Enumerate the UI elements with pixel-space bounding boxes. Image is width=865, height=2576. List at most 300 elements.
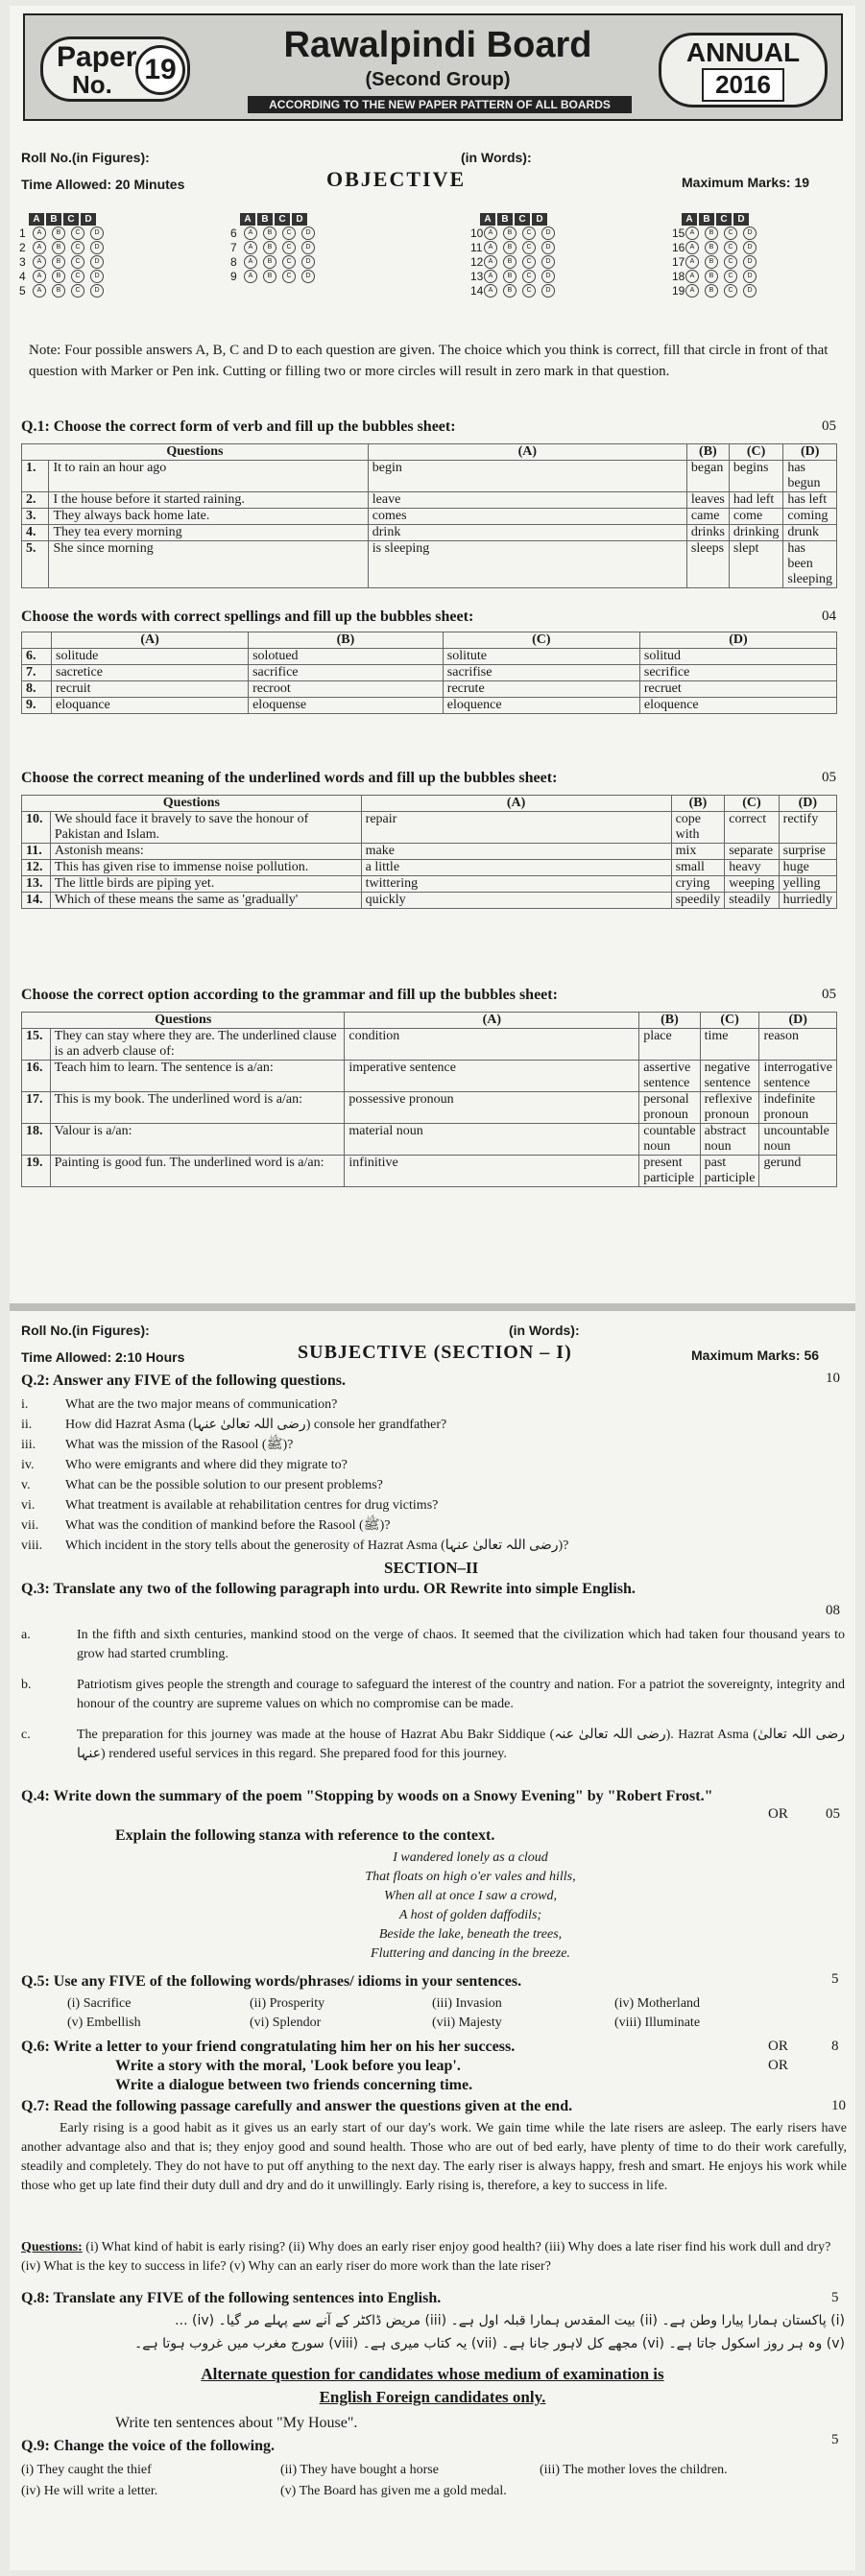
- table-cell: huge: [779, 860, 836, 876]
- sq2-item: [21, 1456, 348, 1475]
- table-cell: She since morning: [49, 541, 368, 588]
- answer-bubble[interactable]: B: [503, 270, 517, 283]
- table-cell: We should face it bravely to save the honour of Pakistan and Islam.: [50, 812, 361, 844]
- table-cell: twittering: [361, 876, 671, 893]
- answer-bubble[interactable]: B: [705, 255, 718, 269]
- sq4-alt: Explain the following stanza with reference to the context.: [115, 1827, 495, 1844]
- bubble-question-number: 9: [230, 269, 237, 283]
- table-cell: separate: [725, 844, 779, 860]
- bubble-question-number: 10: [470, 226, 484, 240]
- table-row: [22, 876, 837, 893]
- bubble-row: [19, 254, 109, 269]
- bubble-letter: B: [699, 213, 714, 226]
- bubble-row: [19, 226, 109, 240]
- answer-bubble[interactable]: D: [743, 227, 757, 240]
- answer-bubble[interactable]: B: [52, 255, 65, 269]
- table-header-row: [22, 796, 837, 812]
- answer-bubble[interactable]: C: [522, 270, 536, 283]
- sq7-passage: Early rising is a good habit as it gives us an early start of our day's work. We gain time while the late risers are asleep. The early risers have another advantage also and that is; they enjoy good and sound health. Those who are out of bed early, have plenty of time to do their work carefully, steadily and completely. They do not have to put off anything to the next day. The early riser is always happy, fresh and smart. He enjoys his work while those who get up late find their duty dull and dry and do it unwillingly. Early rising is, therefore, a key to success in life.: [21, 2121, 847, 2193]
- answer-bubble[interactable]: A: [33, 241, 46, 254]
- grammar-title: Choose the correct option according to the grammar and fill up the bubbles sheet:: [21, 987, 558, 1003]
- sq2-item: [21, 1476, 383, 1495]
- grammar-marks: 05: [822, 987, 836, 1002]
- answer-bubble[interactable]: A: [685, 284, 699, 298]
- item-text: What treatment is available at rehabilitation centres for drug victims?: [65, 1498, 439, 1513]
- answer-bubble[interactable]: B: [705, 227, 718, 240]
- sq9-marks: 5: [831, 2432, 839, 2447]
- answer-bubble[interactable]: D: [301, 270, 315, 283]
- table-header-cell: (C): [700, 1013, 759, 1029]
- answer-bubble[interactable]: D: [743, 284, 757, 298]
- bubble-letter: C: [515, 213, 530, 226]
- answer-bubble[interactable]: B: [503, 241, 517, 254]
- sq6-title: Q.6: Write a letter to your friend congratulating him her on his her success.: [21, 2039, 516, 2055]
- answer-bubble[interactable]: A: [244, 241, 257, 254]
- sq7-questions: [21, 2238, 847, 2277]
- answer-bubble[interactable]: B: [705, 241, 718, 254]
- table-cell: solitute: [443, 649, 639, 665]
- answer-bubble[interactable]: C: [724, 284, 737, 298]
- table-cell: come: [729, 509, 782, 525]
- sq2-marks: 10: [826, 1371, 840, 1386]
- table-header-cell: (D): [639, 632, 836, 649]
- table-cell: drinks: [686, 525, 729, 541]
- bubble-letter: B: [497, 213, 513, 226]
- sq7-question-text: (i) What kind of habit is early rising? (ii) Why does an early riser enjoy good health? (iii) Why does a late riser find his work dull and dry? (iv) What is the key to success in life? (v) Why can an early riser do more work than the late riser?: [21, 2240, 831, 2274]
- sq5-word: (v) Embellish: [67, 2015, 141, 2030]
- bubble-row: [470, 283, 561, 298]
- bubble-letter: A: [29, 213, 44, 226]
- bubble-question-number: 1: [19, 226, 26, 240]
- answer-bubble[interactable]: D: [301, 255, 315, 269]
- table-cell: Painting is good fun. The underlined word is a/an:: [50, 1156, 345, 1187]
- answer-bubble[interactable]: B: [705, 270, 718, 283]
- table-cell: heavy: [725, 860, 779, 876]
- sq2-item: [21, 1537, 568, 1556]
- table-cell: place: [639, 1029, 700, 1061]
- stanza-line: When all at once I saw a crowd,: [384, 1889, 557, 1903]
- answer-bubble[interactable]: D: [743, 270, 757, 283]
- answer-bubble[interactable]: A: [685, 227, 699, 240]
- sq5-word: (vi) Splendor: [250, 2015, 322, 2030]
- answer-bubble[interactable]: C: [724, 241, 737, 254]
- table-cell: This is my book. The underlined word is a/an:: [50, 1092, 345, 1124]
- answer-bubble[interactable]: A: [244, 255, 257, 269]
- answer-bubble[interactable]: D: [90, 270, 104, 283]
- group-label: (Second Group): [365, 69, 511, 90]
- table-cell: weeping: [725, 876, 779, 893]
- q1-marks: 05: [822, 418, 836, 434]
- sq9-item: (i) They caught the thief: [21, 2463, 152, 2477]
- bubble-letter: A: [480, 213, 495, 226]
- answer-bubble[interactable]: A: [484, 227, 497, 240]
- item-number: iv.: [21, 1458, 35, 1472]
- sq2-item: [21, 1436, 293, 1455]
- exam-page: [10, 6, 855, 2570]
- bubble-question-number: 19: [672, 283, 685, 298]
- paper-number: 19: [135, 45, 185, 95]
- table-row: [22, 893, 837, 909]
- table-cell: imperative sentence: [345, 1061, 639, 1092]
- q1-title: Q.1: Choose the correct form of verb and fill up the bubbles sheet:: [21, 418, 456, 435]
- answer-bubble[interactable]: A: [244, 270, 257, 283]
- answer-bubble[interactable]: A: [685, 255, 699, 269]
- table-cell: drink: [368, 525, 686, 541]
- sq4-marks: 05: [826, 1806, 840, 1822]
- answer-bubble[interactable]: C: [282, 255, 296, 269]
- item-number: v.: [21, 1478, 31, 1492]
- answer-bubble[interactable]: C: [71, 270, 84, 283]
- table-cell: 11.: [22, 844, 51, 860]
- answer-bubble[interactable]: C: [724, 270, 737, 283]
- table-row: [22, 461, 837, 492]
- item-text: What was the mission of the Rasool (ﷺ)?: [65, 1438, 294, 1452]
- bubble-letter: B: [46, 213, 61, 226]
- bubble-group: [230, 213, 321, 283]
- bubble-row: [19, 240, 109, 254]
- sq5-word: (ii) Prosperity: [250, 1996, 325, 2011]
- answer-bubble[interactable]: D: [90, 255, 104, 269]
- table-header-cell: (D): [759, 1013, 837, 1029]
- table-cell: 15.: [22, 1029, 51, 1061]
- table-cell: personal pronoun: [639, 1092, 700, 1124]
- table-cell: gerund: [759, 1156, 837, 1187]
- sq9-item: (iv) He will write a letter.: [21, 2484, 158, 2498]
- answer-bubble[interactable]: D: [301, 241, 315, 254]
- answer-bubble[interactable]: C: [282, 227, 296, 240]
- sq8-title: Q.8: Translate any FIVE of the following sentences into English.: [21, 2290, 442, 2306]
- bubble-question-number: 3: [19, 254, 26, 269]
- bubble-row: [470, 269, 561, 283]
- sq5-word: (iii) Invasion: [432, 1996, 502, 2011]
- answer-bubble[interactable]: C: [522, 227, 536, 240]
- table-cell: is sleeping: [368, 541, 686, 588]
- bubble-row: [230, 240, 321, 254]
- sq3-item-text: In the fifth and sixth centuries, mankind stood on the verge of chaos. It seemed that the civilization which had taken four thousand years to grow had started crumbling.: [77, 1628, 845, 1661]
- sq2-item: [21, 1496, 438, 1515]
- item-text: How did Hazrat Asma (رضی اللہ تعالیٰ عنہا) console her grandfather?: [65, 1418, 447, 1432]
- objective-title: OBJECTIVE: [326, 167, 467, 191]
- answer-bubble[interactable]: A: [33, 227, 46, 240]
- item-text: Which incident in the story tells about the generosity of Hazrat Asma (رضی اللہ تعالیٰ عنہا)?: [65, 1538, 569, 1553]
- item-number: vii.: [21, 1518, 39, 1533]
- sq2-title: Q.2: Answer any FIVE of the following questions.: [21, 1372, 346, 1389]
- spelling-title: Choose the words with correct spellings and fill up the bubbles sheet:: [21, 608, 474, 625]
- paper-number-badge: [40, 36, 190, 102]
- answer-bubble[interactable]: B: [503, 227, 517, 240]
- table-cell: eloquance: [52, 698, 249, 714]
- bubble-question-number: 7: [230, 240, 237, 254]
- stanza-line: Beside the lake, beneath the trees,: [378, 1927, 563, 1942]
- item-number: i.: [21, 1397, 29, 1412]
- table-header-cell: (D): [779, 796, 836, 812]
- table-row: [22, 525, 837, 541]
- answer-bubble[interactable]: A: [33, 284, 46, 298]
- answer-bubble[interactable]: D: [541, 284, 555, 298]
- table-cell: comes: [368, 509, 686, 525]
- bubble-row: [19, 269, 109, 283]
- table-cell: hurriedly: [779, 893, 836, 909]
- table-cell: drinking: [729, 525, 782, 541]
- sub-time-allowed: Time Allowed: 2:10 Hours: [21, 1349, 185, 1365]
- bubble-letter: D: [81, 213, 96, 226]
- table-cell: came: [686, 509, 729, 525]
- year-label: 2016: [702, 68, 784, 102]
- item-number: iii.: [21, 1438, 36, 1452]
- table-cell: 7.: [22, 665, 52, 681]
- answer-bubble[interactable]: C: [522, 241, 536, 254]
- annual-label: ANNUAL: [685, 37, 801, 67]
- table-row: [22, 1124, 837, 1156]
- answer-bubble[interactable]: A: [484, 284, 497, 298]
- table-cell: make: [361, 844, 671, 860]
- sq3-item-number: b.: [21, 1678, 32, 1692]
- bubble-header: [682, 213, 762, 226]
- bubble-letter: B: [257, 213, 273, 226]
- bubble-letter: C: [275, 213, 290, 226]
- meaning-title: Choose the correct meaning of the underlined words and fill up the bubbles sheet:: [21, 770, 558, 786]
- table-cell: steadily: [725, 893, 779, 909]
- bubble-question-number: 2: [19, 240, 26, 254]
- table-cell: crying: [671, 876, 725, 893]
- bubble-row: [470, 254, 561, 269]
- bubble-question-number: 16: [672, 240, 685, 254]
- table-cell: They tea every morning: [49, 525, 368, 541]
- table-header-cell: (C): [443, 632, 639, 649]
- answer-bubble[interactable]: D: [743, 241, 757, 254]
- table-cell: possessive pronoun: [345, 1092, 639, 1124]
- bubble-letter: A: [682, 213, 697, 226]
- table-cell: a little: [361, 860, 671, 876]
- sq2-item: [21, 1516, 390, 1536]
- table-cell: reason: [759, 1029, 837, 1061]
- answer-bubble[interactable]: A: [685, 241, 699, 254]
- answer-bubble[interactable]: C: [71, 241, 84, 254]
- answer-bubble[interactable]: B: [705, 284, 718, 298]
- answer-bubble[interactable]: C: [724, 255, 737, 269]
- bubble-row: [230, 254, 321, 269]
- sq5-word: (i) Sacrifice: [67, 1996, 132, 2011]
- table-cell: sacrifice: [249, 665, 444, 681]
- alt-title-2: English Foreign candidates only.: [319, 2388, 546, 2406]
- table-cell: correct: [725, 812, 779, 844]
- answer-bubble[interactable]: C: [282, 241, 296, 254]
- subjective-title: SUBJECTIVE (SECTION – I): [298, 1342, 572, 1363]
- sq8-marks: 5: [831, 2290, 839, 2305]
- table-header-cell: (D): [783, 444, 837, 461]
- table-cell: solitude: [52, 649, 249, 665]
- answer-bubble[interactable]: C: [282, 270, 296, 283]
- answer-bubble[interactable]: D: [541, 255, 555, 269]
- bubble-letter: D: [292, 213, 307, 226]
- table-row: [22, 681, 837, 698]
- sq7-title: Q.7: Read the following passage carefully and answer the questions given at the end.: [21, 2098, 573, 2114]
- bubble-group: [672, 213, 762, 298]
- table-cell: begin: [368, 461, 686, 492]
- bubble-row: [230, 269, 321, 283]
- sq4-title: Q.4: Write down the summary of the poem "Stopping by woods on a Snowy Evening" by "Robert Frost.": [21, 1788, 713, 1804]
- answer-bubble[interactable]: A: [685, 270, 699, 283]
- table-header-cell: (A): [368, 444, 686, 461]
- answer-bubble[interactable]: B: [263, 241, 276, 254]
- answer-bubble[interactable]: C: [71, 255, 84, 269]
- stanza-line: Fluttering and dancing in the breeze.: [371, 1946, 570, 1961]
- answer-bubble[interactable]: B: [52, 227, 65, 240]
- sq5-word: (vii) Majesty: [432, 2015, 502, 2030]
- bubble-header: [29, 213, 109, 226]
- table-cell: present participle: [639, 1156, 700, 1187]
- item-text: What can be the possible solution to our present problems?: [65, 1478, 383, 1492]
- table-header-row: [22, 632, 837, 649]
- answer-bubble[interactable]: B: [263, 270, 276, 283]
- answer-bubble[interactable]: B: [52, 241, 65, 254]
- table-row: [22, 860, 837, 876]
- table-cell: leaves: [686, 492, 729, 509]
- table-row: [22, 509, 837, 525]
- table-cell: recruet: [639, 681, 836, 698]
- table-cell: 12.: [22, 860, 51, 876]
- table-row: [22, 1092, 837, 1124]
- table-cell: eloquence: [639, 698, 836, 714]
- sq5-title: Q.5: Use any FIVE of the following words/phrases/ idioms in your sentences.: [21, 1973, 522, 1990]
- table-cell: small: [671, 860, 725, 876]
- table-cell: had left: [729, 492, 782, 509]
- instruction-note: Note: Four possible answers A, B, C and D to each question are given. The choice which you think is correct, fill that circle in front of that question with Marker or Pen ink. Cutting or filling two or more circles will result in zero mark in that question.: [29, 343, 829, 379]
- roll-no-figures: Roll No.(in Figures):: [21, 150, 150, 165]
- bubble-header: [480, 213, 561, 226]
- bubble-question-number: 4: [19, 269, 26, 283]
- meaning-marks: 05: [822, 770, 836, 785]
- sq3-item-number: a.: [21, 1628, 31, 1642]
- sq2-item: [21, 1416, 446, 1435]
- answer-bubble[interactable]: A: [33, 270, 46, 283]
- table-cell: solitud: [639, 649, 836, 665]
- answer-bubble[interactable]: C: [522, 284, 536, 298]
- table-row: [22, 698, 837, 714]
- table-cell: 8.: [22, 681, 52, 698]
- table-cell: 5.: [22, 541, 49, 588]
- table-header-cell: (A): [52, 632, 249, 649]
- answer-bubble[interactable]: D: [90, 284, 104, 298]
- item-number: ii.: [21, 1418, 33, 1432]
- item-text: Who were emigrants and where did they migrate to?: [65, 1458, 348, 1472]
- answer-bubble[interactable]: D: [90, 227, 104, 240]
- table-cell: abstract noun: [700, 1124, 759, 1156]
- sq6-line3: Write a dialogue between two friends concerning time.: [115, 2077, 473, 2093]
- table-cell: condition: [345, 1029, 639, 1061]
- sq3-item-text: The preparation for this journey was made at the house of Hazrat Abu Bakr Siddique (رضی اللہ تعالیٰ عنہ). Hazrat Asma (رضی اللہ تعالیٰ عنہا) rendered useful services in this regard. She prepared food for this journey.: [77, 1728, 845, 1761]
- bubble-question-number: 8: [230, 254, 237, 269]
- bubble-row: [470, 240, 561, 254]
- table-cell: 13.: [22, 876, 51, 893]
- sq4-or: OR: [768, 1806, 788, 1822]
- table-cell: material noun: [345, 1124, 639, 1156]
- sq2-item: [21, 1395, 337, 1415]
- table-cell: coming: [783, 509, 837, 525]
- table-cell: solotued: [249, 649, 444, 665]
- table-cell: Which of these means the same as 'gradually': [50, 893, 361, 909]
- table-cell: 18.: [22, 1124, 51, 1156]
- answer-bubble[interactable]: D: [541, 241, 555, 254]
- roll-no-words: (in Words):: [461, 150, 532, 165]
- paper-no-label: No.: [72, 70, 112, 99]
- table-cell: reflexive pronoun: [700, 1092, 759, 1124]
- bubble-letter: C: [716, 213, 732, 226]
- table-header-cell: [22, 632, 52, 649]
- answer-bubble[interactable]: B: [52, 284, 65, 298]
- answer-bubble[interactable]: D: [541, 270, 555, 283]
- table-cell: This has given rise to immense noise pollution.: [50, 860, 361, 876]
- answer-bubble[interactable]: C: [71, 227, 84, 240]
- table-cell: assertive sentence: [639, 1061, 700, 1092]
- answer-bubble[interactable]: A: [244, 227, 257, 240]
- item-number: viii.: [21, 1538, 43, 1553]
- table-cell: speedily: [671, 893, 725, 909]
- answer-bubble[interactable]: D: [743, 255, 757, 269]
- table-cell: 6.: [22, 649, 52, 665]
- bubble-letter: D: [532, 213, 547, 226]
- table-cell: secrifice: [639, 665, 836, 681]
- bubble-letter: D: [733, 213, 749, 226]
- bubble-row: [672, 283, 762, 298]
- table-header-row: [22, 1013, 837, 1029]
- bubble-row: [19, 283, 109, 298]
- bubble-group: [470, 213, 561, 298]
- sub-maximum-marks: Maximum Marks: 56: [691, 1348, 820, 1363]
- answer-bubble[interactable]: C: [522, 255, 536, 269]
- table-row: [22, 665, 837, 681]
- table-cell: 9.: [22, 698, 52, 714]
- table-cell: 1.: [22, 461, 49, 492]
- table-row: [22, 1061, 837, 1092]
- table-row: [22, 492, 837, 509]
- table-cell: Teach him to learn. The sentence is a/an:: [50, 1061, 345, 1092]
- table-header-cell: (B): [671, 796, 725, 812]
- table-cell: has been sleeping: [783, 541, 837, 588]
- table-cell: Valour is a/an:: [50, 1124, 345, 1156]
- answer-bubble[interactable]: A: [484, 241, 497, 254]
- bubble-row: [470, 226, 561, 240]
- answer-bubble[interactable]: A: [33, 255, 46, 269]
- answer-bubble[interactable]: B: [263, 227, 276, 240]
- bubble-header: [240, 213, 321, 226]
- answer-bubble[interactable]: A: [484, 270, 497, 283]
- answer-bubble[interactable]: B: [503, 284, 517, 298]
- answer-bubble[interactable]: D: [301, 227, 315, 240]
- answer-bubble[interactable]: A: [484, 255, 497, 269]
- table-cell: recroot: [249, 681, 444, 698]
- stanza-line: A host of golden daffodils;: [398, 1908, 542, 1922]
- table-row: [22, 844, 837, 860]
- answer-bubble[interactable]: B: [52, 270, 65, 283]
- table-cell: yelling: [779, 876, 836, 893]
- answer-bubble[interactable]: D: [541, 227, 555, 240]
- answer-bubble[interactable]: C: [724, 227, 737, 240]
- sq9-title: Q.9: Change the voice of the following.: [21, 2438, 275, 2454]
- answer-bubble[interactable]: D: [90, 241, 104, 254]
- table-cell: interrogative sentence: [759, 1061, 837, 1092]
- answer-bubble[interactable]: B: [503, 255, 517, 269]
- answer-bubble[interactable]: B: [263, 255, 276, 269]
- board-name: Rawalpindi Board: [283, 25, 592, 65]
- table-header-cell: (C): [725, 796, 779, 812]
- table-cell: 3.: [22, 509, 49, 525]
- sub-roll-no-figures: Roll No.(in Figures):: [21, 1323, 150, 1338]
- table-cell: has left: [783, 492, 837, 509]
- table-cell: 19.: [22, 1156, 51, 1187]
- answer-bubble[interactable]: C: [71, 284, 84, 298]
- bubble-row: [230, 226, 321, 240]
